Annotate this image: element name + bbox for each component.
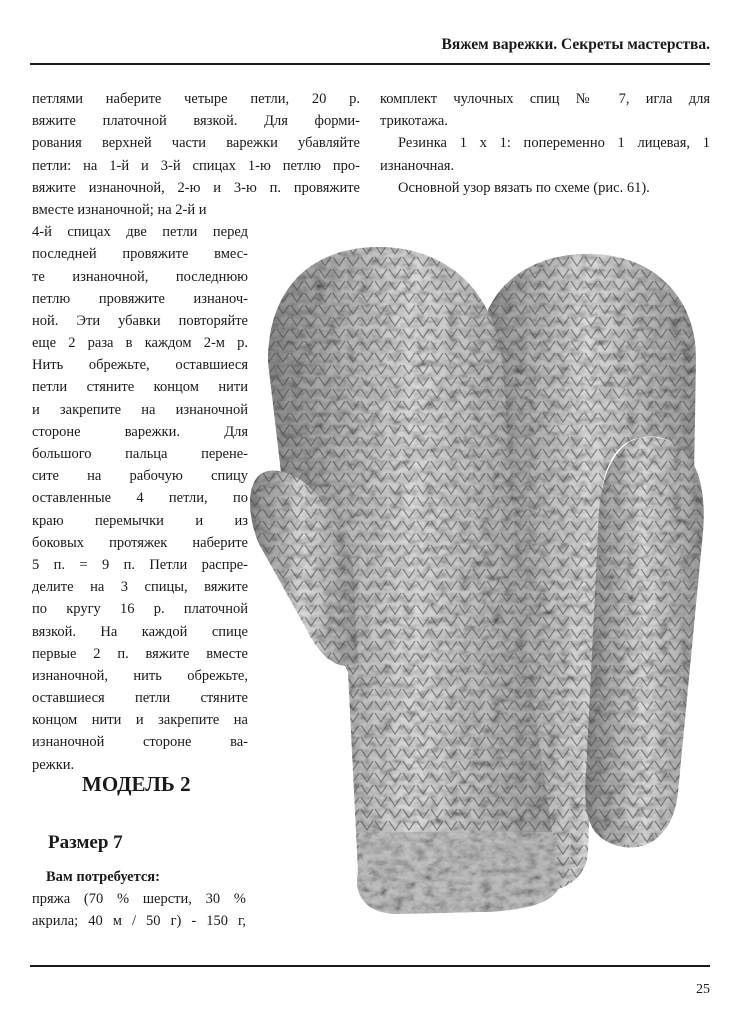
text-line: трикотажа.	[380, 113, 448, 130]
size-title: Размер 7	[48, 832, 123, 853]
text-line: боковых протяжек наберите	[32, 534, 248, 551]
text-line: первые 2 п. вяжите вместе	[32, 645, 248, 662]
text-line: Нить обрежьте, оставшиеся	[32, 357, 248, 374]
text-line: те изнаночной, последнюю	[32, 268, 248, 285]
footer-rule	[30, 965, 710, 967]
text-line: ной. Эти убавки повторяйте	[32, 312, 248, 329]
text-line: последней провяжите вмес-	[32, 246, 248, 263]
header-title: Вяжем варежки. Секреты мастерства.	[441, 36, 710, 53]
text-line: еще 2 раза в каждом 2-м р.	[32, 335, 248, 352]
text-line: вяжите изнаночной, 2-ю и 3-ю п. провяжите	[32, 179, 360, 196]
text-line: пряжа (70 % шерсти, 30 %	[32, 891, 246, 908]
text-line: концом нити и закрепите на	[32, 712, 248, 729]
text-line: Основной узор вязать по схеме (рис. 61).	[398, 179, 650, 196]
text-line: Резинка 1 х 1: попеременно 1 лицевая, 1	[398, 135, 710, 152]
text-line: изнаночной, нить обрежьте,	[32, 667, 248, 684]
text-line: большого пальца перене-	[32, 446, 248, 462]
text-line: изнаночная.	[380, 157, 455, 174]
text-line: рования верхней части варежки убавляйте	[32, 135, 360, 152]
text-line: петлями наберите четыре петли, 20 р.	[32, 91, 360, 107]
right-column-text	[380, 88, 710, 199]
model-title: МОДЕЛЬ 2	[82, 772, 191, 796]
page-number: 25	[696, 982, 710, 997]
text-line: 4-й спицах две петли перед	[32, 224, 248, 241]
text-line: акрила; 40 м / 50 г) - 150 г,	[32, 913, 246, 930]
text-line: сите на рабочую спицу	[32, 468, 248, 485]
text-line: вместе изнаночной; на 2-й и	[32, 201, 207, 218]
mittens-photo	[248, 232, 718, 922]
header-rule	[30, 63, 710, 65]
text-line: петлю провяжите изнаноч-	[32, 290, 248, 307]
text-line: петли: на 1-й и 3-й спицах 1-ю петлю про-	[32, 157, 360, 174]
text-line: по кругу 16 р. платочной	[32, 601, 248, 618]
text-line: 5 п. = 9 п. Петли распре-	[32, 556, 248, 573]
text-line: и закрепите на изнаночной	[32, 401, 248, 418]
text-line: комплект чулочных спиц № 7, игла для	[380, 91, 710, 107]
text-line: вязкой. На каждой спице	[32, 623, 248, 640]
text-line: режки.	[32, 756, 75, 773]
materials-label: Вам потребуется:	[46, 869, 160, 885]
text-line: вяжите платочной вязкой. Для форми-	[32, 113, 360, 130]
text-line: стороне варежки. Для	[32, 423, 248, 440]
text-line: делите на 3 спицы, вяжите	[32, 579, 248, 596]
text-line: изнаночной стороне ва-	[32, 734, 248, 751]
text-line: петли стяните концом нити	[32, 379, 248, 396]
text-line: оставшиеся петли стяните	[32, 690, 248, 707]
materials-block	[32, 866, 246, 933]
text-line: краю перемычки и из	[32, 512, 248, 529]
text-line: оставленные 4 петли, по	[32, 490, 248, 507]
